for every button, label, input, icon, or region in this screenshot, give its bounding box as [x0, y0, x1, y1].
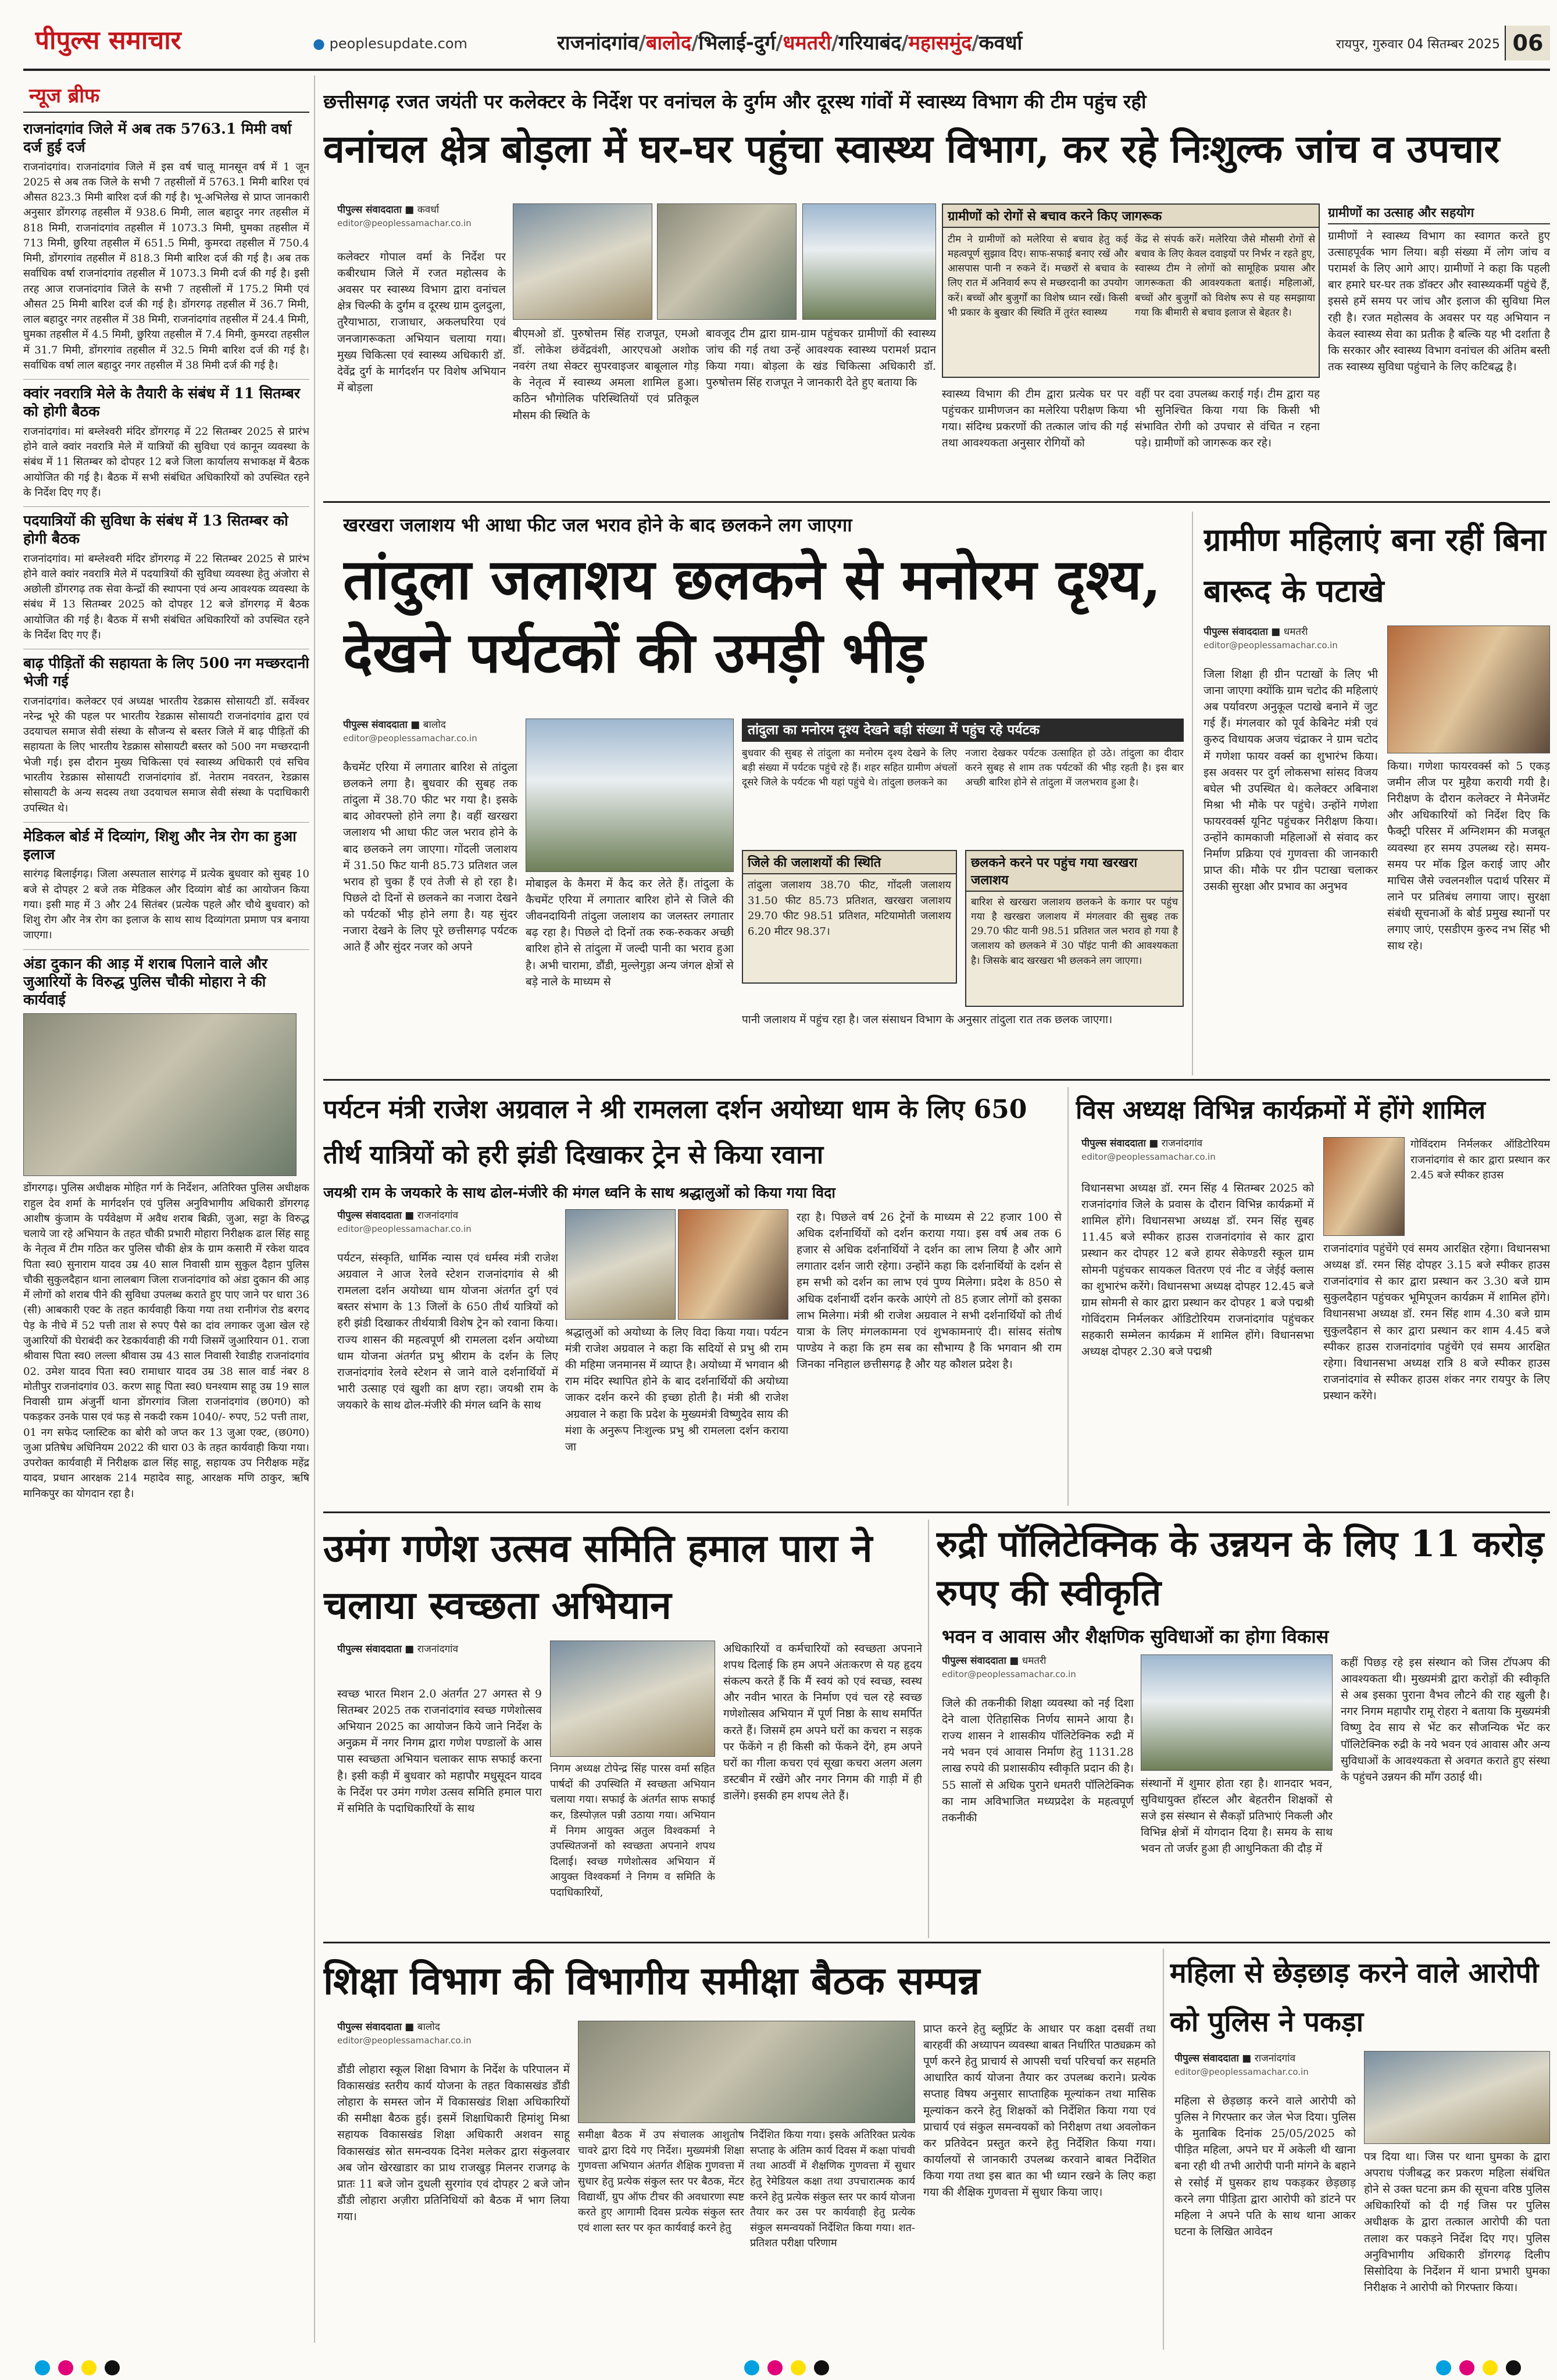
- section-rule: [323, 1942, 1550, 1943]
- brief-text: राजनांदगांव। कलेक्टर एवं अध्यक्ष भारतीय रेडक्रास सोसायटी डॉ. सर्वेश्वर नरेन्द्र भूरे की पहल पर भारतीय रेडक्रास सोसायटी राजनांदगांव द्वारा एवं उदयाचल समाज सेवी संस्था के सौजन्य से बस्तर जिले में बाढ़ पीड़ितों की सहायता के लिए भारतीय रेडक्रास सोसायटी बस्तर को 500 नग मच्छरदानी भेजी गई। इस दौरान मुख्य चिकित्सा एवं स्वास्थ्य अधिकारी एवं सचिव भारतीय रेडक्रास सोसायटी राजनांदगांव डॉ. नेतराम नवरतन, रेडक्रास सोसायटी के अन्य सदस्य तथा उदयाचल समाज सेवी संस्था के पदाधिकारी उपस्थित थे।: [23, 695, 309, 814]
- ganesh-col2: निगम अध्यक्ष टोपेन्द्र सिंह पारस वर्मा सहित पार्षदों की उपस्थिति में स्वच्छता अभियान चलाया गया। सफाई के अंतर्गत साफ सफाई कर, डिस्पोज़ल पन्नी उठाया गया। अभियान में निगम आयुक्त अतुल विश्वकर्मा ने उपस्थितजनों को स्वच्छता अपनाने शपथ दिलाई। स्वच्छ गणेशोत्सव अभियान में आयुक्त विश्वकर्मा ने निगम व समिति के पदाधिकारियों,: [550, 1763, 715, 1899]
- byline-reporter: पीपुल्स संवाददाता: [337, 204, 402, 216]
- brief-text: राजनांदगांव। राजनांदगांव जिले में इस वर्ष चालू मानसून वर्ष में 1 जून 2025 से अब तक जिले के सभी 7 तहसीलों में 5763.1 मिमी बारिश एवं औसत 823.3 मिमी बारिश दर्ज की गई है। भू-अभिलेख से प्राप्त जानकारी अनुसार डोंगरगढ़ तहसील में 938.6 मिमी, लाल बहादुर नगर तहसील में 818 मिमी, राजनांदगांव तहसील में 1073.3 मिमी, घुमका तहसील में 713 मिमी, छुरिया तहसील में 651.5 मिमी, कुमरदा तहसील में 750.4 मिमी, डोंगरगांव तहसील में 818.3 मिमी बारिश दर्ज की गई है। अब तक सर्वाधिक वर्षा राजनांदगांव तहसील में 1073.3 मिमी दर्ज की गई है। इसी तरह आज राजनांदगांव जिले के सभी 7 तहसीलों में 175.2 मिमी एवं औसत 25 मिमी बारिश दर्ज की गई है। डोंगरगढ़ तहसील में 36.7 मिमी, लाल बहादुर नगर तहसील में 38 मिमी, राजनांदगांव तहसील में 24.4 मिमी, घुमका तहसील में 4.5 मिमी, छुरिया तहसील में 7.4 मिमी, कुमरदा तहसील में 31.7 मिमी, डोंगरगांव तहसील में 32.5 मिमी बारिश दर्ज की गई है। सर्वाधिक वर्षा लाल बहादुर नगर तहसील में 38 मिमी दर्ज की गई है।: [23, 160, 309, 371]
- black-dot: [1506, 2360, 1521, 2375]
- byline-reporter: पीपुल्स संवाददाता: [942, 1655, 1006, 1667]
- column-divider: [928, 1520, 929, 1938]
- health-photo-3: [802, 203, 936, 320]
- column-divider: [1067, 1087, 1069, 1506]
- dam-col1: कैचमेंट एरिया में लगातार बारिश से तांदुला छलकने लगा है। बुधवार की सुबह तक तांदुला में 38.70 फीट भर गया है। इसके बाद ओवरफ्लो होने लगा है। वहीं खरखरा जलाशय भी आधा फीट जल भराव होने के बाद छलकने लग जाएगा। गोंदली जलाशय में 31.50 फिट यानी 85.73 प्रतिशत जल भराव हो चुका हैं एवं तेजी से हो रहा है। पिछले दो दिनों से छलकने का नजारा देखने को पर्यटकों भीड़ होने लगा है। यह सुंदर नजारा देखने के लिए पूरे छत्तीसगढ़ पर्यटक आते हैं और सुंदर नजर को अपने: [343, 761, 517, 954]
- speaker-col2a: गोविंदराम निर्मलकर ऑडिटोरियम राजनांदगांव से कार द्वारा प्रस्थान कर 2.45 बजे स्पीकर हाउस: [1410, 1138, 1550, 1182]
- edu-headline: शिक्षा विभाग की विभागीय समीक्षा बैठक सम्पन्न: [323, 1958, 980, 2003]
- ganesh-byline: पीपुल्स संवाददाता ■ राजनांदगांव: [337, 1643, 459, 1655]
- polytech-col3: कहीं पिछड़ रहे इस संस्थान को जिस टॉपअप की आवश्यकता थी। मुख्यमंत्री द्वारा करोड़ों की स्वीकृति से अब इसका पुराना वैभव लौटने की राह खुली है। नगर निगम महापौर रामू रोहरा ने बताया कि मुख्यमंत्री विष्णु देव साय से भेंट कर सौजन्यिक भेंट कर पॉलिटेक्निक रुद्री के नये भवन एवं आवास और अन्य सुविधाओं के आवश्यकता से अवगत कराते हुए संस्था के पहुंचने उन्नयन की माँग उठाई थी।: [1341, 1656, 1550, 1784]
- polytech-headline: रुद्री पॉलिटेक्निक के उन्नयन के लिए 11 करोड़ रुपए की स्वीकृति: [936, 1523, 1544, 1614]
- byline-email: editor@peoplessamachar.co.in: [1174, 2066, 1309, 2077]
- masthead-rule: [23, 69, 1550, 71]
- ganesh-photo: [550, 1641, 715, 1757]
- brief-text: राजनांदगांव। मां बम्लेश्वरी मंदिर डोंगरगढ़ में 22 सितम्बर 2025 से प्रारंभ होने वाले क्वांर नवरात्रि मेले में यात्रियों की सुविधा एवं कानून व्यवस्था के संबंध में 11 सितम्बर को दोपहर 12 बजे जिला कार्यालय सभाकक्ष में बैठक आयोजित की गई है। बैठक में सभी संबंधित अधिकारियों को उपस्थित रहने के निर्देश दिए गए हैं।: [23, 425, 309, 499]
- dam-box-status-text: तांदुला जलाशय 38.70 फीट, गोंदली जलाशय 31.50 फीट 85.73 प्रतिशत, खरखरा जलाशय 29.70 फीट 98.51 प्रतिशत, मटियामोती जलाशय 6.20 मीटर 98.37।: [748, 879, 951, 938]
- polytech-subhead: भवन व आवास और शैक्षणिक सुविधाओं का होगा विकास: [942, 1625, 1329, 1648]
- brief-item-flood-relief: [23, 649, 309, 816]
- crackers-headline: ग्रामीण महिलाएं बना रहीं बिना बारूद के पटाखे: [1204, 521, 1546, 609]
- dam-byline: पीपुल्स संवाददाता ■ बालोद editor@peoplessamachar.co.in: [343, 719, 517, 759]
- region-dhamtari: धमतरी: [783, 31, 831, 55]
- yellow-dot: [1483, 2360, 1498, 2375]
- cyan-dot: [1436, 2360, 1451, 2375]
- edu-col3: निर्देशित किया गया। इसके अतिरिक्त प्रत्येक सप्ताह के अंतिम कार्य दिवस में कक्षा पांचवी तथा आठवीं में शैक्षणिक गुणवत्ता में सुधार हेतु रेमेडियल कक्षा तथा उपचारात्मक कार्य करने हेतु प्रत्येक संकुल स्तर पर कार्य योजना तैयार कर उस पर कार्यवाही हेतु प्रत्येक संकुल समन्वयकों निर्देशित किया गया। शत-प्रतिशत परीक्षा परिणाम: [750, 2129, 915, 2250]
- dam-sub-col2: नजारा देखकर पर्यटक उत्साहित हो उठे। तांदुला का दीदार करने सुबह से शाम तक पर्यटकों की भीड़ रहती है। इस बार अच्छी बारिश होने से तांदुला में जलभराव हुआ है।: [965, 748, 1184, 789]
- cyan-dot: [744, 2360, 759, 2375]
- health-headline: वनांचल क्षेत्र बोड़ला में घर-घर पहुंचा स्वास्थ्य विभाग, कर रहे निःशुल्क जांच व उपचार: [323, 126, 1500, 171]
- health-kicker: छत्तीसगढ़ रजत जयंती पर कलेक्टर के निर्देश पर वनांचल के दुर्गम और दूरस्थ गांवों में स्वास्थ्य विभाग की टीम पहुंच रही: [323, 90, 1147, 113]
- brief-text: राजनांदगांव। मां बम्लेश्वरी मंदिर डोंगरगढ़ में 22 सितम्बर 2025 से प्रारंभ होने वाले क्वांर नवरात्रि मेले में पदयात्रियों की सुविधा व्यवस्था हेतु अंजोरा से अछोली डोंगरगढ़ तक सेवा केन्द्रों की स्थापना एवं अन्य आवश्यक व्यवस्था के संबंध में 13 सितम्बर 2025 को दोपहर 12 बजे डोंगरगढ़ में बैठक आयोजित की गई है। बैठक में सभी संबंधित अधिकारियों को उपस्थित रहने के निर्देश दिए गए हैं।: [23, 552, 309, 641]
- ayodhya-photo-2: [678, 1209, 788, 1320]
- byline-email: editor@peoplessamachar.co.in: [343, 732, 477, 744]
- dam-box-kharkhara: [965, 850, 1184, 1007]
- speaker-portrait: [1323, 1137, 1405, 1236]
- brief-item-navratri-meeting: [23, 379, 309, 501]
- health-photo-1: [513, 203, 652, 320]
- dam-photo-col: मोबाइल के कैमरा में कैद कर लेते हैं। तांदुला के कैचमेंट एरिया में लगातार बारिश होने से जिले की जीवनदायिनी तांदुला जलाशय का जलस्तर लगातार बढ़ रहा है। पिछले दो दिनों तक रुक-रुककर अच्छी बारिश होने से तांदुला में जल्दी पानी का भराव हुआ है। अभी चारामा, डौंडी, मुल्लेगुड़ा अन्य जंगल क्षेत्रों से बड़े नाले के माध्यम से: [526, 877, 734, 988]
- byline-place: बालोद: [423, 719, 446, 731]
- news-brief-column: [23, 76, 309, 2343]
- polytech-col2: संस्थानों में शुमार होता रहा है। शानदार भवन, सुविधायुक्त हॉस्टल और बेहतरीन शिक्षकों से सजे इस संस्थान से सैकड़ों प्रतिभाएं निकली और विभिन्न क्षेत्रों में योगदान दिया है। समय के साथ भवन तो जर्जर हुआ ही आधुनिकता की दौड़ में: [1141, 1777, 1333, 1856]
- health-col2: बीएमओ डॉ. पुरुषोत्तम सिंह राजपूत, एमओ डॉ. लोकेश छंवेंद्रवंशी, आरएचओ अशोक नवरंग तथा सेक्टर सुपरवाइजर बाबूलाल गोड़ के नेतृत्व में स्वास्थ्य अमला शामिल हुआ। कठिन भौगोलिक परिस्थितियों एवं प्रतिकूल मौसम की स्थिति के: [513, 327, 699, 422]
- police-photo: [1364, 2051, 1550, 2144]
- health-side-panel: [1328, 203, 1550, 494]
- brief-item-rainfall: [23, 120, 309, 373]
- police-raid-photo: [23, 1013, 297, 1176]
- ayodhya-col3: रहा है। पिछले वर्ष 26 ट्रेनों के माध्यम से 22 हजार 100 से अधिक दर्शनार्थियों को दर्शन कराया गया। इस वर्ष अब तक 6 हजार से अधिक दर्शनार्थियों ने दर्शन का लाभ लिया है और आगे लगातार दर्शन जारी रहेगा। उन्होंने कहा कि दर्शनार्थियों के दर्शन से हम सभी को दर्शन का लाभ एवं पुण्य मिलेगा। प्रदेश के 850 से अधिक दर्शनार्थी दर्शन करके आएंगे तो 85 हजार लोगों को इसका लाभ मिलेगा। मंत्री श्री राजेश अग्रवाल ने सभी दर्शनार्थियों को तीर्थ यात्रा के लिए मंगलकामना एवं शुभकामनाएं दी। सांसद संतोष पाण्डेय ने कहा कि हम सब का सौभाग्य है कि भगवान श्री राम जिनका ननिहाल छत्तीसगढ़ है और यह कौशल प्रदेश है।: [797, 1211, 1062, 1371]
- byline-email: editor@peoplessamachar.co.in: [337, 2035, 472, 2046]
- crackers-col2: किया। गणेशा फायरवर्क्स को 5 एकड़ जमीन लीज पर मुहैया करायी गयी है। निरीक्षण के दौरान कलेक्टर ने मैनेजमेंट और अधिकारियों को निर्देश दिए कि फैक्ट्री परिसर में अग्निशमन की मजबूत व्यवस्था हर समय उपलब्ध रहे। समय-समय पर मॉक ड्रिल कराई जाए और माचिस जैसे ज्वलनशील पदार्थ परिसर में लाने पर प्रतिबंध लगाया जाए। सुरक्षा संबंधी सूचनाओं के बोर्ड प्रमुख स्थानों पर लगाए जाएं, एसडीएम कुरुद नभ सिंह भी साथ रहे।: [1387, 760, 1550, 953]
- byline-place: कवर्धा: [417, 204, 440, 216]
- speaker-col1: विधानसभा अध्यक्ष डॉ. रमन सिंह 4 सितम्बर 2025 को राजनांदगांव जिले के प्रवास के दौरान विभिन्न कार्यक्रमों में शामिल होंगे। विधानसभा अध्यक्ष डॉ. रमन सिंह सुबह 11.45 बजे स्पीकर हाउस राजनांदगांव से कार द्वारा प्रस्थान कर दोपहर 12 बजे हायर सेकेण्डरी स्कूल ग्राम सोमनी पहुंचकर सायकल वितरण एवं नीट व जेईई क्लास का शुभारंभ करेंगे। विधानसभा अध्यक्ष दोपहर 12.45 बजे ग्राम सोमनी से कार द्वारा प्रस्थान कर दोपहर 1 बजे पद्मश्री गोविंदराम निर्मलकर ऑडिटोरियम राजनांदगांव पहुंचकर सहकारी सम्मेलन कार्यक्रम में शामिल होंगे। विधानसभा अध्यक्ष दोपहर 2.30 बजे पद्मश्री: [1081, 1182, 1314, 1359]
- paper-logo: पीपुल्स समाचार: [35, 26, 181, 55]
- polytech-byline: पीपुल्स संवाददाता ■ धमतरी editor@peoplessamachar.co.in: [942, 1654, 1134, 1693]
- health-col3: बावजूद टीम द्वारा ग्राम-ग्राम पहुंचकर ग्रामीणों की स्वास्थ्य जांच की गई तथा उन्हें आवश्यक स्वास्थ्य परामर्श प्रदान किया गया। बोड़ला के खंड चिकित्सा अधिकारी डॉ. पुरुषोत्तम सिंह राजपूत ने जानकारी देते हुए बताया कि: [706, 327, 936, 389]
- edu-col1: डौंडी लोहारा स्कूल शिक्षा विभाग के निर्देश के परिपालन में विकासखंड स्तरीय कार्य योजना के तहत विकासखंड डौंडी लोहारा के समस्त जोन में विकासखंड शिक्षा अधिकारियों की समीक्षा बैठक हुई। इसमें शिक्षाधिकारी हिमांशु मिश्रा सहायक विकासखंड शिक्षा अधिकारी अशवन साहू विकासखंड स्रोत समन्वयक दिनेश मलेकर द्वारा संकुलवार अब जोन खेरखाडार का प्राथ राजखुड़ मिलनर राजगढ़ के प्रातः 11 बजे जोन दुधली सुरगांव एवं दोपहर 2 बजे जोन डौंडी लोहारा अज़ीरा प्रतिनिधियों को बैठक में भाग लिया गया।: [337, 2063, 570, 2223]
- byline-reporter: पीपुल्स संवाददाता: [337, 2021, 402, 2033]
- dam-sub-col1: बुधवार की सुबह से तांदुला का मनोरम दृश्य देखने के लिए बड़ी संख्या में पर्यटक पहुंचे रहे हैं। शहर सहित ग्रामीण अंचलों दूसरे जिले के पर्यटक भी यहां पहुंचे थे। तांदुला छलकने का: [742, 748, 957, 789]
- byline-reporter: पीपुल्स संवाददाता: [1174, 2053, 1239, 2064]
- section-rule: [323, 501, 1550, 503]
- brief-text: सारंगढ़ बिलाईगढ़। जिला अस्पताल सारंगढ़ में प्रत्येक बुधवार को सुबह 10 बजे से दोपहर 2 बजे तक मेडिकल और दिव्यांग बोर्ड का आयोजन किया गया। इसी माह में 3 और 24 सितंबर (प्रत्येक पहले और चौथे बुधवार) को शिशु रोग और नेत्र रोग का इलाज के साथ साथ दिव्यांगता प्रमाण पत्र बनाया जाएगा।: [23, 868, 309, 942]
- page-number: 06: [1505, 26, 1550, 60]
- health-byline: पीपुल्स संवाददाता ■ कवर्धा editor@peoplessamachar.co.in: [337, 203, 506, 250]
- column-divider: [1192, 512, 1193, 1075]
- health-box-col1: टीम ने ग्रामीणों को मलेरिया से बचाव हेतु कई महत्वपूर्ण सुझाव दिए। साफ-सफाई बनाए रखें और आसपास पानी न रुकने दें। मच्छरों से बचाव के लिए रात में अनिवार्य रूप से मच्छरदानी का उपयोग करें। बच्चों और बुजुर्गों का विशेष ध्यान रखें। किसी भी प्रकार के बुखार की स्थिति में तुरंत स्वास्थ्य: [948, 234, 1128, 319]
- region-balod: बालोद: [645, 31, 692, 55]
- region-kawardha: कवर्धा: [979, 31, 1023, 55]
- ayodhya-headline: पर्यटन मंत्री राजेश अग्रवाल ने श्री रामलला दर्शन अयोध्या धाम के लिए 650 तीर्थ यात्रियों को हरी झंडी दिखाकर ट्रेन से किया रवाना: [323, 1095, 1027, 1170]
- polytech-photo: [1141, 1654, 1333, 1771]
- region-rajnandgaon: राजनांदगांव: [557, 31, 639, 55]
- health-side-text: ग्रामीणों ने स्वास्थ्य विभाग का स्वागत करते हुए उत्साहपूर्वक भाग लिया। बड़ी संख्या में लोग जांच व परामर्श के लिए आगे आए। ग्रामीणों ने कहा कि पहली बार हमारे घर-घर तक डॉक्टर और स्वास्थ्यकर्मी पहुंचे हैं, इससे हमें समय पर जांच और इलाज की सुविधा मिल रही है। रजत महोत्सव के अवसर पर यह अभियान न केवल स्वास्थ्य सेवा का प्रतीक है बल्कि यह भी दर्शाता है कि सरकार और स्वास्थ्य विभाग वनांचल की अंतिम बस्ती तक स्वास्थ्य सुविधा पहुंचाने के लिए कटिबद्ध है।: [1328, 230, 1550, 373]
- ganesh-col3: अधिकारियों व कर्मचारियों को स्वच्छता अपनाने शपथ दिलाई कि हम अपने अंतःकरण से यह हृदय संकल्प करते हैं कि मैं स्वयं को एवं स्वच्छ, स्वस्थ और नवीन भारत के निर्माण एवं चल रहे स्वच्छ गणेशोत्सव अभियान में पूर्ण निष्ठा के साथ समर्पित करते हैं। जिसमें हम अपने घरों का कचरा न सड़क पर फेंकेंगे न ही किसी को फेंकने देंगे, हम अपने घरों का गीला कचरा एवं सूखा कचरा अलग अलग डस्टबीन में रखेंगे और नगर निगम की गाड़ी में ही डालेंगे। इसकी हम शपथ लेते हैं।: [723, 1642, 922, 1802]
- cyan-dot: [35, 2360, 50, 2375]
- globe-icon: ●: [313, 35, 325, 52]
- health-col4: स्वास्थ्य विभाग की टीम द्वारा प्रत्येक घर पर पहुंचकर ग्रामीणजन का मलेरिया परीक्षण किया गया। संदिग्ध प्रकरणों की तत्काल जांच की गई तथा आवश्यकता अनुसार रोगियों को: [942, 388, 1128, 450]
- byline-email: editor@peoplessamachar.co.in: [942, 1668, 1076, 1679]
- edu-photo: [578, 2021, 915, 2123]
- health-photo-2: [657, 203, 797, 320]
- edu-col4: प्राप्त करने हेतु ब्लूप्रिंट के आधार पर कक्षा दसवीं तथा बारहवीं की अध्यापन व्यवस्था बाबत निर्धारित पाठ्यक्रम को पूर्ण करने हेतु प्राचार्य से आपसी चर्चा परिचर्चा कर सहमति आधारित कार्य योजना तैयार कर उपलब्ध कराने। प्रत्येक सप्ताह विषय अनुसार साप्ताहिक मूल्यांकन तथा मासिक मूल्यांकन करने हेतु शिक्षकों को निर्देशित किया गया एवं प्राचार्य एवं संकुल समन्वयकों को निरीक्षण तथा अवलोकन कर प्रतिवेदन प्रस्तुत करने हेतु निर्देशित किया गया। कार्यालयों से जानकारी उपलब्ध करवाने बाबत निर्देशित किया गया तथा इस बात का भी ध्यान रखने के लिए कहा गया की शैक्षिक गुणवत्ता में सुधार किया जाए।: [923, 2022, 1156, 2199]
- byline-email: editor@peoplessamachar.co.in: [337, 217, 472, 228]
- dam-box-status: [742, 850, 957, 984]
- speaker-col2: राजनांदगांव पहुंचेंगे एवं समय आरक्षित रहेगा। विधानसभा अध्यक्ष डॉ. रमन सिंह दोपहर 3.15 बजे स्पीकर हाउस राजनांदगांव से कार द्वारा प्रस्थान कर 3.30 बजे ग्राम सुकुलदैहान पहुंचकर भूमिपूजन कार्यक्रम में शामिल होंगे। विधानसभा अध्यक्ष डॉ. रमन सिंह शाम 4.30 बजे ग्राम सुकुलदैहान से कार द्वारा प्रस्थान कर शाम 4.45 बजे स्पीकर हाउस राजनांदगांव पहुंचेंगे एवं समय आरक्षित रहेगा। विधानसभा अध्यक्ष रात्रि 8 बजे स्पीकर हाउस राजनांदगांव से स्पीकर हाउस शंकर नगर रायपुर के लिए प्रस्थान करेंगे।: [1323, 1242, 1550, 1402]
- health-col1: कलेक्टर गोपाल वर्मा के निर्देश पर कबीरधाम जिले में रजत महोत्सव के अवसर पर स्वास्थ्य विभाग द्वारा वनांचल क्षेत्र चिल्फी के दुर्गम व दूरस्थ ग्राम दुलदुला, तुरैयाभाठा, राजाधार, अकलघरिया एवं जनजागरूकता अभियान चलाया गया। मुख्य चिकित्सा एवं स्वास्थ्य अधिकारी डॉ. देवेंद्र दुर्ग के मार्गदर्शन पर विशेष अभियान में बोड़ला: [337, 251, 506, 394]
- brief-text: डोंगरगढ़। पुलिस अधीक्षक मोहित गर्ग के निर्देशन, अतिरिक्त पुलिस अधीक्षक राहुल देव शर्मा के मार्गदर्शन एवं पुलिस अनुविभागीय अधिकारी डोंगरगढ़ आशीष कुंजाम के पर्यवेक्षण में अवैध शराब बिक्री, जुआ, सट्टा के विरुद्ध चलाये जा रहे अभियान के तहत चौकी प्रभारी मोहारा निरीक्षक ढाल सिंह साहू के नेतृत्व में टीम गठित कर पुलिस चौकी क्षेत्र के ग्राम कसारी में रकेश यादव पिता स्व0 सुनाराम यादव उम्र 40 साल निवासी ग्राम सुकुल दैहान पुलिस चौकी सुकुलदैहान थाना लालबाग जिला राजनांदगांव को अंडा दुकान की आड़ में लोगों को शराब पीने की सुविधा उपलब्ध कराते हुए पाए जाने पर धारा 36 (सी) आबकारी एक्ट के तहत कार्यवाही किया गया तथा रानीगंज रोड बरगद पेड़ के नीचे में 52 पत्ती ताश से रुपए पैसे का दांव लगाकर जुआ खेल रहे जुआरियों की घेराबंदी कर रेडकार्यवाही की गयी जिसमें जुआरियान 01. राजा श्रीवास पिता स्व0 लल्ला श्रीवास उम्र 43 साल निवासी रेवाडीह राजनांदगांव 02. उमेश यादव पिता स्व0 रामाधार यादव उम्र 38 साल वार्ड नंबर 8 मोतीपुर राजनांदगांव 03. करण साहू पिता स्व0 घनश्याम साहू उम्र 19 साल निवासी ग्राम अंजुर्नी थाना डोंगरगांव जिला राजनांदगांव (छ0ग0) को पकड़कर उनके पास एवं फड़ से नकदी रकम 1040/- रुपए, 52 पत्ती ताश, 01 नग सफेद प्लास्टिक का बोरी को जप्त कर 13 जुआ एक्ट, (छ0ग0) जुआ प्रतिषेध अधिनियम 2022 की धारा 03 के तहत कार्यवाही किया गया। उपरोक्त कार्यवाही में निरीक्षक ढाल सिंह साहू, सहायक उप निरीक्षक महेंद्र यादव, प्रधान आरक्षक 214 महादेव साहू, आरक्षक मणि ठाकुर, ऋषि मानिकपुर का योगदान रहा है।: [23, 1182, 309, 1500]
- health-box: [942, 203, 1320, 378]
- health-side-title: ग्रामीणों का उत्साह और सहयोग: [1328, 203, 1550, 224]
- crackers-photo: [1387, 626, 1550, 753]
- region-mahasamund: महासमुंद: [908, 31, 972, 55]
- health-box-col2: केंद्र से संपर्क करें। मलेरिया जैसे मौसमी रोगों से बचाव के लिए केवल दवाइयों पर निर्भर न रहते हुए, स्वास्थ्य टीम ने लोगों को सामूहिक प्रयास और जागरूकता की आवश्यकता बताई। महिलाओं, बच्चों और बुजुर्गों को विशेष रूप से यह समझाया गया कि बीमारी से बचाव इलाज से बेहतर है।: [1135, 234, 1315, 319]
- byline-reporter: पीपुल्स संवाददाता: [337, 1210, 402, 1221]
- brief-headline: अंडा दुकान की आड़ में शराब पिलाने वाले और जुआरियों के विरुद्ध पुलिस चौकी मोहारा ने की कार्यवाई: [23, 955, 268, 1009]
- region-strip: राजनांदगांव/बालोद/भिलाई-दुर्ग/धमतरी/गरियाबंद/महासमुंद/कवर्धा: [557, 31, 1023, 55]
- ayodhya-photo-1: [565, 1209, 676, 1320]
- dam-col-end: पानी जलाशय में पहुंच रहा है। जल संसाधन विभाग के अनुसार तांदुला रात तक छलक जाएगा।: [742, 1013, 1113, 1026]
- byline-reporter: पीपुल्स संवाददाता: [1204, 626, 1268, 638]
- ayodhya-col1: पर्यटन, संस्कृति, धार्मिक न्यास एवं धर्मस्व मंत्री राजेश अग्रवाल ने आज रेलवे स्टेशन राजनांदगांव से श्री रामलला दर्शन अयोध्या धाम योजना अंतर्गत दुर्ग एवं बस्तर संभाग के 13 जिलों के 650 तीर्थ यात्रियों को हरी झंडी दिखाकर तीर्थयात्री विशेष ट्रेन को रवाना किया। राज्य शासन की महत्वपूर्ण श्री रामलला दर्शन अयोध्या धाम योजना अंतर्गत प्रभु श्रीराम के दर्शन के लिए राजनांदगांव रेलवे स्टेशन से जाने वाले दर्शनार्थियों में भारी उत्साह एवं खुशी का क्षण रहा। जयश्री राम के जयकारे के साथ ढोल-मंजीरे की मंगल ध्वनि के साथ: [337, 1252, 558, 1411]
- column-divider: [314, 76, 315, 2343]
- brief-headline: बाढ़ पीड़ितों की सहायता के लिए 500 नग मच्छरदानी भेजी गई: [23, 655, 309, 690]
- region-bhilai-durg: भिलाई-दुर्ग: [698, 31, 776, 55]
- speaker-headline: विस अध्यक्ष विभिन्न कार्यक्रमों में होंगे शामिल: [1076, 1095, 1485, 1125]
- crackers-byline: पीपुल्स संवाददाता ■ धमतरी editor@peoplessamachar.co.in: [1204, 626, 1378, 664]
- byline-place: धमतरी: [1022, 1655, 1047, 1667]
- brief-headline: पदयात्रियों की सुविधा के संबंध में 13 सितम्बर को होगी बैठक: [23, 512, 288, 548]
- brief-headline: क्वांर नवरात्रि मेले के तैयारी के संबंध में 11 सितम्बर को होगी बैठक: [23, 385, 301, 420]
- brief-headline: राजनांदगांव जिले में अब तक 5763.1 मिमी वर्षा दर्ज हुई दर्ज: [23, 120, 292, 156]
- ganesh-col1: स्वच्छ भारत मिशन 2.0 अंतर्गत 27 अगस्त से 9 सितम्बर 2025 तक राजनांदगांव स्वच्छ गणेशोत्सव अभियान 2025 का आयोजन किये जाने निर्देश के अनुक्रम में नगर निगम द्वारा गणेश पण्डालों के आस पास स्वच्छता अभियान चलाकर साफ सफाई करना है। इसी कड़ी में बुधवार को महापौर मधुसूदन यादव के निर्देश पर उमंग गणेश उत्सव समिति हमाल पारा में समिति के पदाधिकारियों के साथ: [337, 1688, 542, 1815]
- dam-kicker: खरखरा जलाशय भी आधा फीट जल भराव होने के बाद छलकने लग जाएगा: [343, 514, 852, 536]
- byline-place: राजनांदगांव: [417, 1643, 459, 1655]
- police-headline: महिला से छेड़छाड़ करने वाले आरोपी को पुलिस ने पकड़ा: [1170, 1957, 1539, 2038]
- byline-place: राजनांदगांव: [1161, 1138, 1203, 1149]
- edu-byline: पीपुल्स संवाददाता ■ बालोद editor@peoplessamachar.co.in: [337, 2021, 570, 2059]
- police-col2: पत्र दिया था। जिस पर थाना घुमका के द्वारा अपराध पंजीबद्ध कर प्रकरण महिला संबंधित होने से उक्त घटना क्रम की सूचना वरिष्ठ पुलिस अधिकारियों को दी गई जिस पर पुलिस अधीक्षक के द्वारा तत्काल आरोपी की पता तलाश कर पकड़ने निर्देश दिए गए। पुलिस अनुविभागीय अधिकारी डोंगरगढ़ दिलीप सिसोदिया के निर्देशन में थाना प्रभारी घुमका निरीक्षक ने आरोपी को गिरफ्तार किया।: [1364, 2150, 1550, 2294]
- byline-reporter: पीपुल्स संवाददाता: [1081, 1138, 1146, 1149]
- brief-item-pilgrims-meeting: [23, 506, 309, 643]
- ayodhya-byline: पीपुल्स संवाददाता ■ राजनांदगांव editor@peoplessamachar.co.in: [337, 1209, 558, 1248]
- dam-photo: [526, 719, 734, 872]
- health-box-title: ग्रामीणों को रोगों से बचाव करने किए जागरूक: [943, 205, 1319, 228]
- byline-place: बालोद: [417, 2021, 440, 2033]
- section-rule: [323, 1079, 1550, 1081]
- print-registration-bar: [0, 2356, 1557, 2380]
- black-dot: [105, 2360, 120, 2375]
- byline-email: editor@peoplessamachar.co.in: [1204, 639, 1338, 651]
- website-text: peoplesupdate.com: [329, 35, 467, 52]
- news-brief-title: न्यूज ब्रीफ: [23, 76, 309, 113]
- byline-place: राजनांदगांव: [1254, 2053, 1296, 2064]
- police-byline: पीपुल्स संवाददाता ■ राजनांदगांव editor@peoplessamachar.co.in: [1174, 2052, 1407, 2090]
- yellow-dot: [791, 2360, 806, 2375]
- dateline: रायपुर, गुरुवार 04 सितम्बर 2025: [1335, 37, 1500, 52]
- magenta-dot: [767, 2360, 783, 2375]
- byline-place: धमतरी: [1283, 626, 1308, 638]
- dam-box-kharkhara-text: बारिश से खरखरा जलाशय छलकने के कगार पर पहुंच गया है खरखरा जलाशय में मंगलवार की सुबह तक 29.70 फीट यानी 98.51 प्रतिशत जल भराव हो गया है जलाशय को छलकने में 30 पॉइंट पानी की आवश्यकता है। जिसके बाद खरखरा भी छलकने लग जाएगा।: [971, 896, 1178, 967]
- masthead: [0, 0, 1557, 70]
- dam-box-kharkhara-title: छलकने करने पर पहुंच गया खरखरा जलाशय: [966, 851, 1183, 892]
- yellow-dot: [81, 2360, 97, 2375]
- black-dot: [814, 2360, 829, 2375]
- byline-reporter: पीपुल्स संवाददाता: [343, 719, 408, 731]
- health-col5: वहीं पर दवा उपलब्ध कराई गई। टीम द्वारा यह भी सुनिश्चित किया गया कि किसी भी संभावित रोगी को उपचार से वंचित न रहना पड़े। ग्रामीणों को जागरूक कर रहे।: [1135, 388, 1320, 450]
- brief-headline: मेडिकल बोर्ड में दिव्यांग, शिशु और नेत्र रोग का हुआ इलाज: [23, 827, 297, 863]
- polytech-col1: जिले की तकनीकी शिक्षा व्यवस्था को नई दिशा देने वाला ऐतिहासिक निर्णय सामने आया है। राज्य शासन ने शासकीय पॉलिटेक्निक रुद्री में नये भवन एवं आवास निर्माण हेतु 1131.28 लाख रुपये की प्रशासकीय स्वीकृति प्रदान की है। 55 सालों से अधिक पुराने धमतरी पॉलिटेक्निक का नाम अविभाजित मध्यप्रदेश के महत्वपूर्ण तकनीकी: [942, 1697, 1134, 1824]
- speaker-byline: पीपुल्स संवाददाता ■ राजनांदगांव editor@peoplessamachar.co.in: [1081, 1137, 1314, 1175]
- byline-place: राजनांदगांव: [417, 1210, 459, 1221]
- crackers-col1: जिला शिक्षा ही ग्रीन पटाखों के लिए भी जाना जाएगा क्योंकि ग्राम चटोद की महिलाएं अब पर्यावरण अनुकूल पटाखे बनाने में जुट गई हैं। मंगलवार को पूर्व केबिनेट मंत्री एवं कुरुद विधायक अजय चंद्राकर ने ग्राम चटोद में गणेशा फायर वर्क्स का शुभारंभ किया। इस अवसर पर दुर्ग लोकसभा सांसद विजय बघेल भी उपस्थित थे। कलेक्टर अबिनाश मिश्रा भी मौके पर पहुंचे। उन्होंने गणेशा फायरवर्क्स यूनिट पहुंचकर निरीक्षण किया। उन्होंने कामकाजी महिलाओं से संवाद कर निर्माण प्रक्रिया एवं गुणवत्ता की जानकारी प्राप्त की। मौके पर ग्रीन पटाखा चलाकर उसकी सुरक्षा और प्रभाव का अनुभव: [1204, 668, 1378, 894]
- dam-box-status-title: जिले की जलाशयों की स्थिति: [743, 851, 956, 874]
- brief-item-police-raid: [23, 949, 309, 1502]
- dam-headline: तांदुला जलाशय छलकने से मनोरम दृश्य, देखने पर्यटकों की उमड़ी भीड़: [343, 546, 1162, 685]
- byline-reporter: पीपुल्स संवाददाता: [337, 1643, 402, 1655]
- magenta-dot: [1459, 2360, 1474, 2375]
- region-gariaband: गरियाबंद: [838, 31, 902, 55]
- ayodhya-col2: श्रद्धालुओं को अयोध्या के लिए विदा किया गया। पर्यटन मंत्री राजेश अग्रवाल ने कहा कि सदियों से प्रभु श्री राम की महिमा जनमानस में व्याप्त है। अयोध्या में भगवान श्री राम मंदिर स्थापित होने के बाद दर्शनार्थियों की अयोध्या जाकर दर्शन करने की इच्छा होती है। मंत्री श्री राजेश अग्रवाल ने कहा कि प्रदेश के मुख्यमंत्री विष्णुदेव साय की मंशा के अनुरूप निःशुल्क प्रभु श्री रामलला दर्शन कराया जा: [565, 1326, 788, 1453]
- ganesh-headline: उमंग गणेश उत्सव समिति हमाल पारा ने चलाया स्वच्छता अभियान: [323, 1525, 873, 1628]
- police-col1: महिला से छेड़छाड़ करने वाले आरोपी को पुलिस ने गिरफ्तार कर जेल भेज दिया। पुलिस के मुताबिक दिनांक 25/05/2025 को पीड़ित महिला, अपने घर में अकेली थी खाना बना रही थी तभी आरोपी पानी मांगने के बहाने से रसोई में घुसकर हाथ पकड़कर छेड़छाड़ करने लगा पीड़िता द्वारा आरोपी को डांटने पर महिला ने अपने पति के साथ थाना आकर घटना के लिखित आवेदन: [1174, 2095, 1356, 2238]
- magenta-dot: [58, 2360, 73, 2375]
- byline-email: editor@peoplessamachar.co.in: [1081, 1151, 1216, 1162]
- byline-email: editor@peoplessamachar.co.in: [337, 1223, 472, 1234]
- column-divider: [1163, 1949, 1164, 2350]
- ayodhya-subhead: जयश्री राम के जयकारे के साथ ढोल-मंजीरे की मंगल ध्वनि के साथ श्रद्धालुओं को किया गया विदा: [323, 1184, 835, 1201]
- edu-col2: समीक्षा बैठक में उप संचालक आशुतोष चावरे द्वारा दिये गए निर्देश। मुख्यमंत्री शिक्षा गुणवत्ता अभियान अंतर्गत शैक्षिक गुणवत्ता में सुधार हेतु प्रत्येक संकुल स्तर पर बैठक, मेंटर विद्यार्थी, ग्रुप ऑफ टीचर की अवधारणा स्पष्ट करते हुए आगामी दिवस प्रत्येक संकुल स्तर एवं शाला स्तर पर कृत कार्यवाई करने हेतु: [578, 2129, 744, 2234]
- section-rule: [323, 1511, 1550, 1513]
- website-link[interactable]: [313, 34, 505, 53]
- brief-item-medical-board: [23, 822, 309, 944]
- dam-subhead: तांदुला का मनोरम दृश्य देखने बड़ी संख्या में पहुंच रहे पर्यटक: [742, 719, 1184, 742]
